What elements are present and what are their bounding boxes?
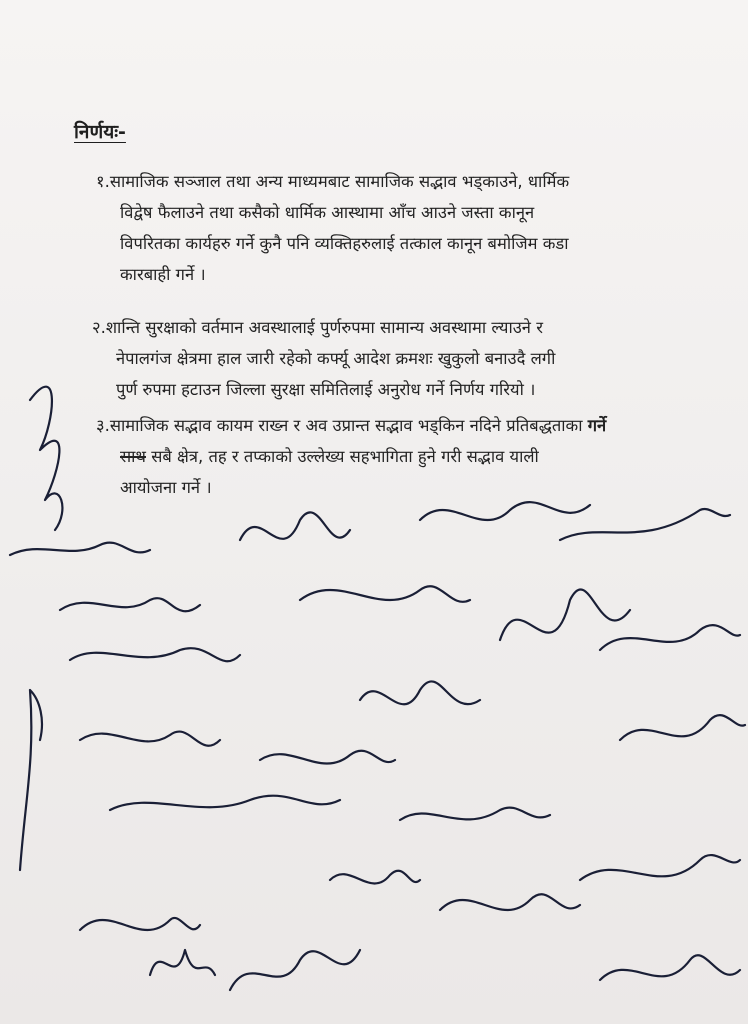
signature-17 xyxy=(560,509,730,540)
signature-21 xyxy=(600,955,740,980)
decision-2-line-1: २.शान्ति सुरक्षाको वर्तमान अवस्थालाई पुर्णरुपमा सामान्य अवस्थामा ल्याउने र xyxy=(92,318,543,337)
struck-word: साथ xyxy=(120,447,146,466)
signature-12 xyxy=(360,681,480,704)
decision-3-line-1-text: ३.सामाजिक सद्भाव कायम राख्न र अव उप्रान्त सद्भाव भड्किन नदिने प्रतिबद्धताका xyxy=(96,416,583,435)
decision-3-line-2-text: सबै क्षेत्र, तह र तप्काको उल्लेख्य सहभागिता हुने गरी सद्भाव याली xyxy=(151,447,539,466)
decision-2-line-2: नेपालगंज क्षेत्रमा हाल जारी रहेको कर्फ्यू आदेश क्रमशः खुकुलो बनाउदै लगी xyxy=(116,349,556,368)
signature-3 xyxy=(60,598,200,611)
decision-1-line-4: कारबाही गर्ने । xyxy=(120,265,206,284)
decision-3-line-3: आयोजना गर्ने । xyxy=(120,478,212,497)
signature-15 xyxy=(420,502,590,520)
decision-1-line-1: १.सामाजिक सञ्जाल तथा अन्य माध्यमबाट सामाजिक सद्भाव भड्काउने, धार्मिक xyxy=(96,172,570,191)
signature-9 xyxy=(230,950,360,990)
signature-24 xyxy=(260,751,395,764)
signature-20 xyxy=(580,855,740,880)
decision-item-2 xyxy=(92,312,555,405)
signature-23 xyxy=(330,871,420,884)
decision-3-line-1 xyxy=(96,410,606,441)
signature-1 xyxy=(30,387,62,530)
signature-7 xyxy=(80,918,200,930)
signature-2 xyxy=(10,543,150,555)
signature-10 xyxy=(240,512,350,540)
signature-11 xyxy=(300,586,470,602)
signature-16 xyxy=(500,589,630,640)
decision-3-line-2 xyxy=(96,441,606,472)
signature-8 xyxy=(150,950,215,975)
decision-1-line-2: विद्वेष फैलाउने तथा कसैको धार्मिक आस्थामा आँच आउने जस्ता कानून xyxy=(120,203,535,222)
signature-14 xyxy=(440,894,580,910)
decision-heading: निर्णयः- xyxy=(74,121,126,143)
decision-item-1 xyxy=(96,166,569,290)
decision-item-3 xyxy=(96,410,606,503)
signature-4 xyxy=(70,648,240,661)
signature-18 xyxy=(600,625,740,650)
signature-22 xyxy=(20,690,42,870)
signature-5 xyxy=(80,732,220,746)
decision-1-line-3: विपरितका कार्यहरु गर्ने कुनै पनि व्यक्तिहरुलाई तत्काल कानून बमोजिम कडा xyxy=(120,234,569,253)
handwritten-insertion: गर्ने xyxy=(587,416,607,435)
signature-19 xyxy=(620,715,745,740)
signature-6 xyxy=(110,796,340,810)
signature-13 xyxy=(400,808,550,820)
decision-2-line-3: पुर्ण रुपमा हटाउन जिल्ला सुरक्षा समितिलाई अनुरोध गर्ने निर्णय गरियो । xyxy=(116,380,536,399)
